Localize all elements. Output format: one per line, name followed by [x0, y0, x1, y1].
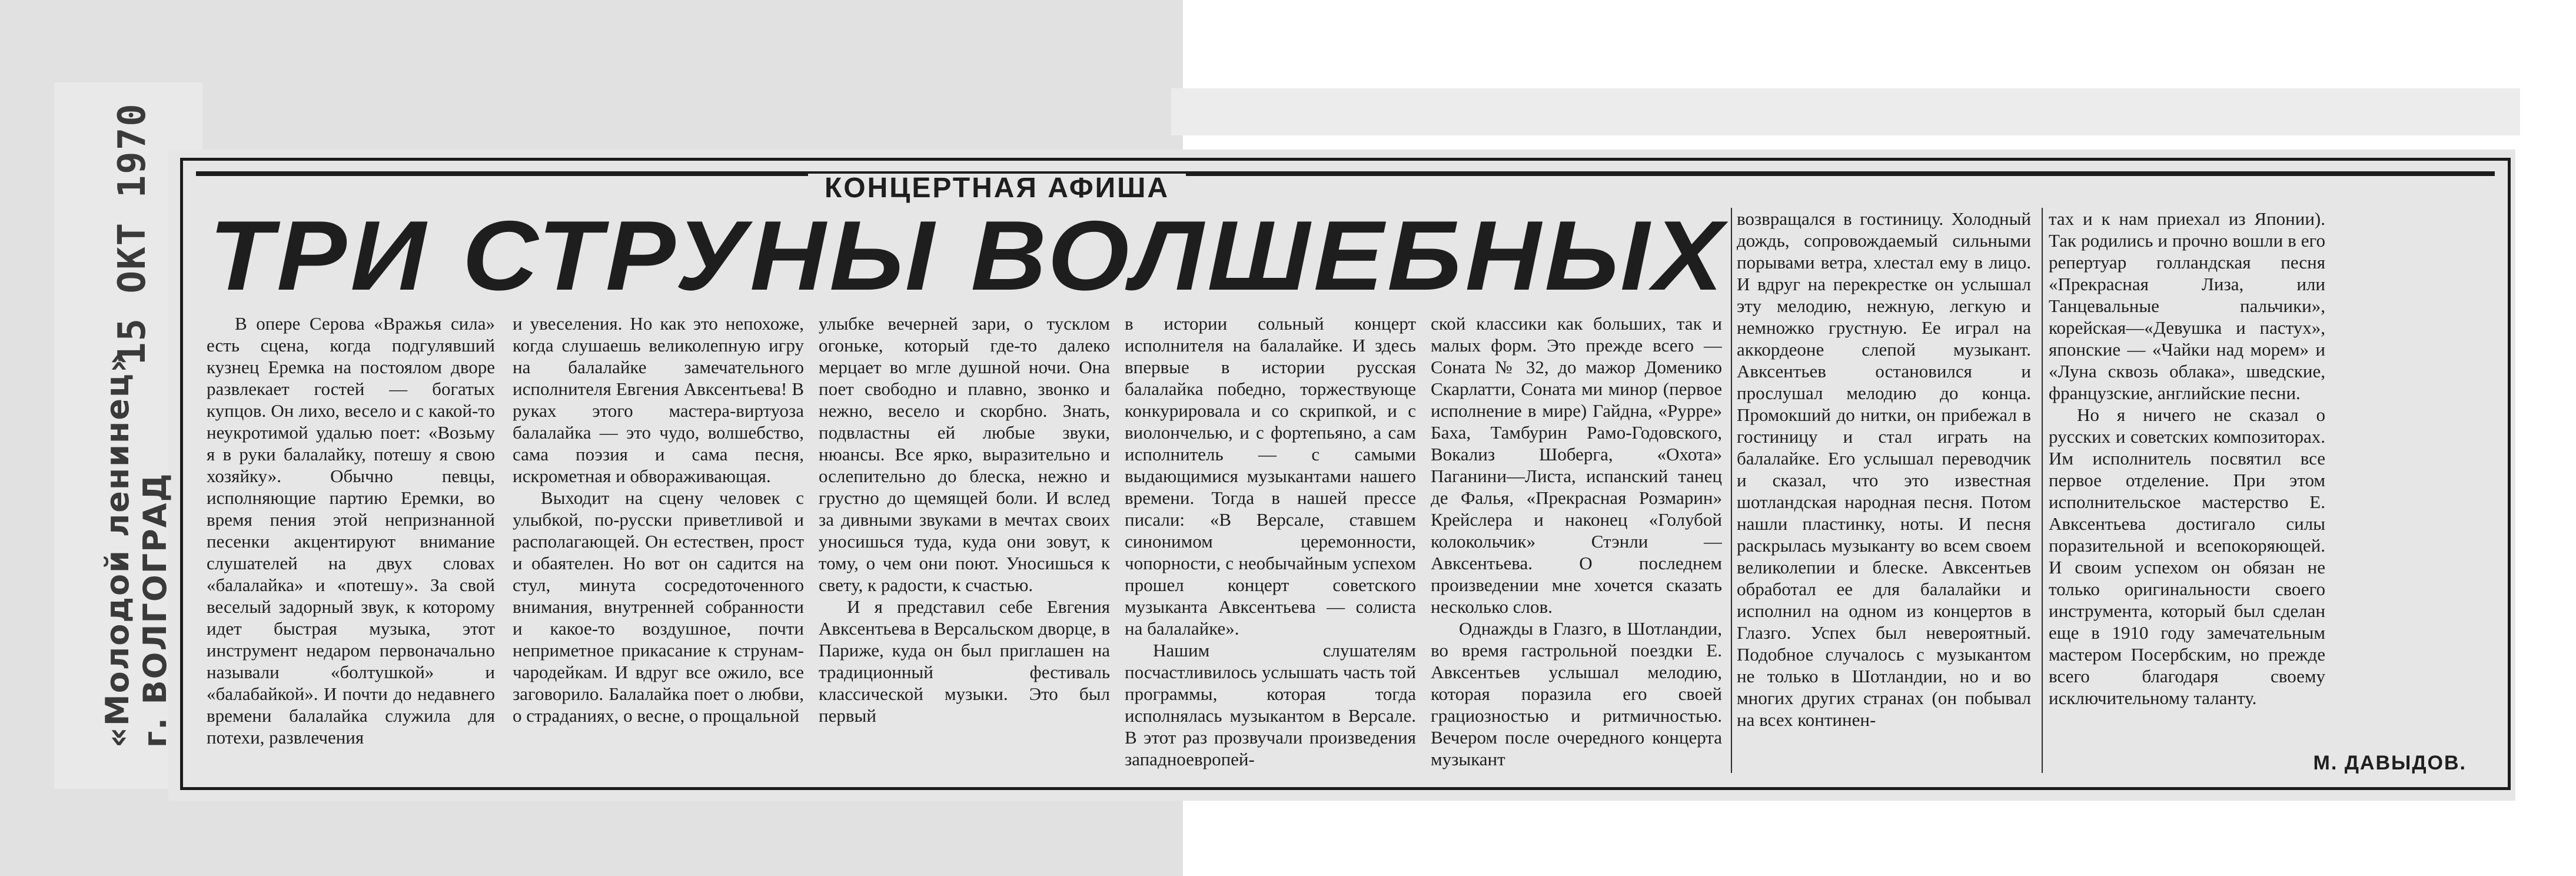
article-column-6 [1737, 208, 2031, 773]
article-column-4 [1125, 313, 1416, 772]
article-column-3 [819, 313, 1110, 772]
headline: ТРИ СТРУНЫ ВОЛШЕБНЫХ [209, 200, 1727, 311]
clipping-edge [1171, 88, 2520, 135]
stamp-date: 15 ОКТ 1970 [111, 102, 154, 365]
paragraph: В опере Серова «Вражья сила» есть сцена, когда подгулявший кузнец Еремка на постоялом дворе развлекает гостей — богатых купцов. Он лихо, весело и с какой-то неукротимой удалью поет: «Возьму я в руки балалайку, потешу я свою хозяйку». Обычно певцы, исполняющие партию Еремки, во время пения этой непризнанной песенки акцентируют внимание слушателей на двух словах «балалайка» и «потешу». За свой веселый задорный звук, к которому идет быстрая музыка, этот инструмент недаром первоначально называли «болтушкой» и «балабайкой». И почти до недавнего времени балалайка служила для потехи, развлечения [207, 313, 495, 748]
paragraph: Но я ничего не сказал о русских и советских композиторах. Им исполнитель посвятил все первое отделение. При этом исполнительское мастерство Е. Авксентьева достигало силы поразительной и всепокоряющей. И своим успехом он обязан не только оригинальности своего инструмента, который был сделан еще в 1910 году замечательным мастером Посербским, но прежде всего благодаря своему исключительному таланту. [2049, 404, 2325, 708]
rubric-title: КОНЦЕРТНАЯ АФИША [808, 174, 1186, 203]
paragraph: Однажды в Глазго, в Шотландии, во время гастрольной поездки Е. Авксентьев услышал мелодию, которая поразила его своей грациозностью и ритмичностью. Вечером после очередного концерта музыкант [1431, 618, 1722, 769]
paragraph: И я представил себе Евгения Авксентьева в Версальском дворце, в Париже, куда он был приглашен на традиционный фестиваль классической музыки. Это был первый [819, 596, 1110, 726]
paragraph: улыбке вечерней зари, о тусклом огоньке, который где-то далеко мерцает во мгле душной ночи. Она поет свободно и плавно, звонко и нежно, весело и скорбно. Знать, подвластны ей любые звуки, нюансы. Все ярко, выразительно и ослепительно до блеска, нежно и грустно до щемящей боли. И вслед за дивными звуками в мечтах своих уносишься туда, куда они зовут, к тому, о чем они поют. Уносишься к свету, к радости, к счастью. [819, 313, 1110, 595]
stamp-newspaper: «Молодой ленинец» [99, 351, 136, 748]
paragraph: в истории сольный концерт исполнителя на балалайке. И здесь впервые в истории русская балалайка победно, торжествующе конкурировала и со скрипкой, и с виолончелью, и с фортепьяно, а сам исполнитель — с самыми выдающимися музыкантами нашего времени. Тогда в нашей прессе писали: «В Версале, ставшем синонимом церемонности, чопорности, с необычайным успехом прошел концерт советского музыканта Авксентьева — солиста на балалайке». [1125, 313, 1416, 639]
paragraph: Выходит на сцену человек с улыбкой, по-русски приветливой и располагающей. Он естествен, прост и обаятелен. Но вот он садится на стул, минута сосредоточенного внимания, внутренней собранности и какое-то воздушное, почти неприметное прикасание к струнам-чародейкам. И вдруг все ожило, все заговорило. Балалайка поет о любви, о страданиях, о весне, о прощальной [513, 487, 804, 726]
article-frame [180, 158, 2511, 790]
archive-stamp [87, 94, 174, 771]
article-column-7 [2049, 208, 2325, 738]
paragraph: возвращался в гостиницу. Холодный дождь, сопровождаемый сильными порывами ветра, хлестал ему в лицо. И вдруг на перекрестке он услышал эту мелодию, нежную, легкую и немножко грустную. Ее играл на аккордеоне слепой музыкант. Авксентьев остановился и прослушал мелодию до конца. Промокший до нитки, он прибежал в гостиницу и стал играть на балалайке. Его услышал переводчик и сказал, что это известная шотландская народная песня. Потом нашли пластинку, ноты. И песня раскрылась музыканту во всем своем великолепии и блеске. Авксентьев обработал ее для балалайки и исполнил на одном из концертов в Глазго. Успех был невероятный. Подобное случалось с музыкантом не только в Шотландии, но и во многих других странах (он побывал на всех континен- [1737, 208, 2031, 730]
article-column-2 [513, 313, 804, 772]
article-column-1 [207, 313, 495, 772]
paragraph: Нашим слушателям посчастливилось услышать часть той программы, которая тогда исполнялась музыкантом в Версале. В этот раз прозвучали произведения западноевропей- [1125, 640, 1416, 769]
stamp-city: г. ВОЛГОГРАД [137, 472, 174, 748]
column-divider [1731, 208, 1732, 773]
column-divider [2042, 208, 2043, 773]
paragraph: тах и к нам приехал из Японии). Так родились и прочно вошли в его репертуар голландская песня «Прекрасная Лиза, или Танцевальные пальчики», корейская—«Девушка и пастух», японские — «Чайки над морем» и «Луна сквозь облака», шведские, французские, английские песни. [2049, 208, 2325, 403]
paragraph: ской классики как больших, так и малых форм. Это прежде всего — Соната № 32, до мажор Доменико Скарлатти, Соната ми минор (первое исполнение в мире) Гайдна, «Рурре» Баха, Тамбурин Рамо-Годовского, Вокализ Шоберга, «Охота» Паганини—Листа, испанский танец де Фалья, «Прекрасная Розмарин» Крейслера и наконец «Голубой колокольчик» Стэнли — Авксентьева. О последнем произведении мне хочется сказать несколько слов. [1431, 313, 1722, 617]
article-column-5 [1431, 313, 1722, 772]
author-signature: М. ДАВЫДОВ. [2313, 752, 2467, 774]
paragraph: и увеселения. Но как это непохоже, когда слушаешь великолепную игру на балалайке замечательного исполнителя Евгения Авксентьева! В руках этого мастера-виртуоза балалайка — это чудо, волшебство, сама поэзия и сама песня, искрометная и обвораживающая. [513, 313, 804, 486]
rubric-rule [196, 171, 2495, 204]
